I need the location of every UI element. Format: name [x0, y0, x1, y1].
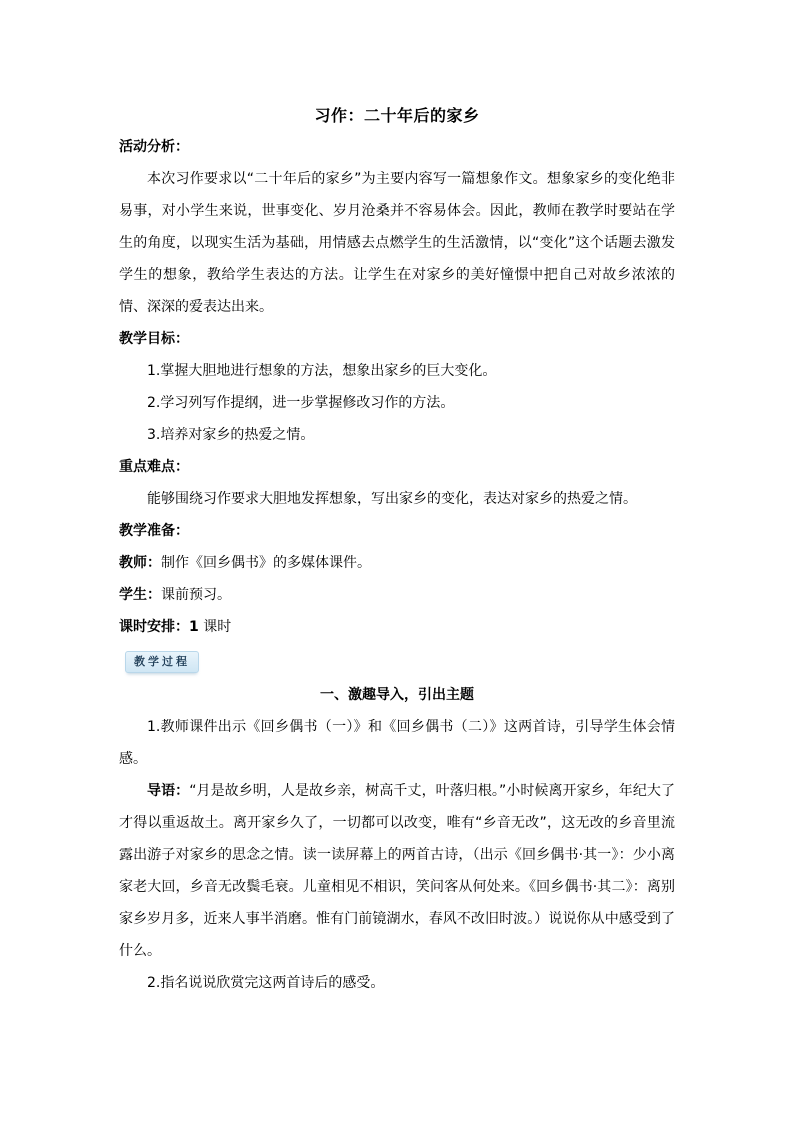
teacher-preparation	[119, 547, 675, 579]
page-title: 习作：二十年后的家乡	[314, 106, 480, 125]
teaching-goals-heading: 教学目标：	[119, 331, 189, 347]
teaching-goal-item: 2.学习列写作提纲，进一步掌握修改习作的方法。	[147, 395, 455, 411]
activity-analysis-text: 本次习作要求以“二十年后的家乡”为主要内容写一篇想象作文。想象家乡的变化绝非易事，对小学生来说，世事变化、岁月沧桑并不容易体会。因此，教师在教学时要站在学生的角度，以现实生活为基础，用情感去点燃学生的生活激情，以“变化”这个话题去激发学生的想象，教给学生表达的方法。让学生在对家乡的美好憧憬中把自己对故乡浓浓的情、深深的爱表达出来。	[119, 171, 675, 315]
key-points-text: 能够围绕习作要求大胆地发挥想象，写出家乡的变化，表达对家乡的热爱之情。	[147, 491, 637, 507]
student-preparation	[119, 579, 675, 611]
section-one-guide	[119, 775, 675, 967]
preparation-heading: 教学准备：	[119, 523, 189, 539]
teacher-label: 教师：	[119, 555, 161, 571]
student-label: 学生：	[119, 587, 161, 603]
section-one-item-1: 1.教师课件出示《回乡偶书（一）》和《回乡偶书（二）》这两首诗，引导学生体会情感。	[119, 719, 675, 767]
section-one-title: 一、激趣导入，引出主题	[320, 687, 474, 703]
teacher-preparation-text: 制作《回乡偶书》的多媒体课件。	[161, 555, 371, 571]
schedule-value: 1	[189, 619, 199, 635]
document-body	[119, 101, 675, 999]
schedule-label: 课时安排：	[119, 619, 189, 635]
section-one-item-2: 2.指名说说欣赏完这两首诗后的感受。	[147, 975, 385, 991]
process-badge-row	[119, 643, 675, 679]
schedule-line	[119, 611, 675, 643]
teaching-goal-item: 3.培养对家乡的热爱之情。	[147, 427, 315, 443]
teaching-process-badge: 教学过程	[125, 651, 199, 673]
key-points-heading: 重点难点：	[119, 459, 189, 475]
guide-text: “月是故乡明，人是故乡亲，树高千丈，叶落归根。”小时候离开家乡，年纪大了才得以重返故土。离开家乡久了，一切都可以改变，唯有“乡音无改”，这无改的乡音里流露出游子对家乡的思念之情。读一读屏幕上的两首古诗，（出示《回乡偶书·其一》：少小离家老大回，乡音无改鬓毛衰。儿童相见不相识，笑问客从何处来。《回乡偶书·其二》：离别家乡岁月多，近来人事半消磨。惟有门前镜湖水，春风不改旧时波。）说说你从中感受到了什么。	[119, 783, 675, 959]
schedule-unit: 课时	[203, 619, 232, 635]
student-preparation-text: 课前预习。	[161, 587, 231, 603]
guide-label: 导语：	[147, 783, 190, 799]
teaching-goal-item: 1.掌握大胆地进行想象的方法，想象出家乡的巨大变化。	[147, 363, 497, 379]
activity-analysis-heading: 活动分析：	[119, 139, 189, 155]
